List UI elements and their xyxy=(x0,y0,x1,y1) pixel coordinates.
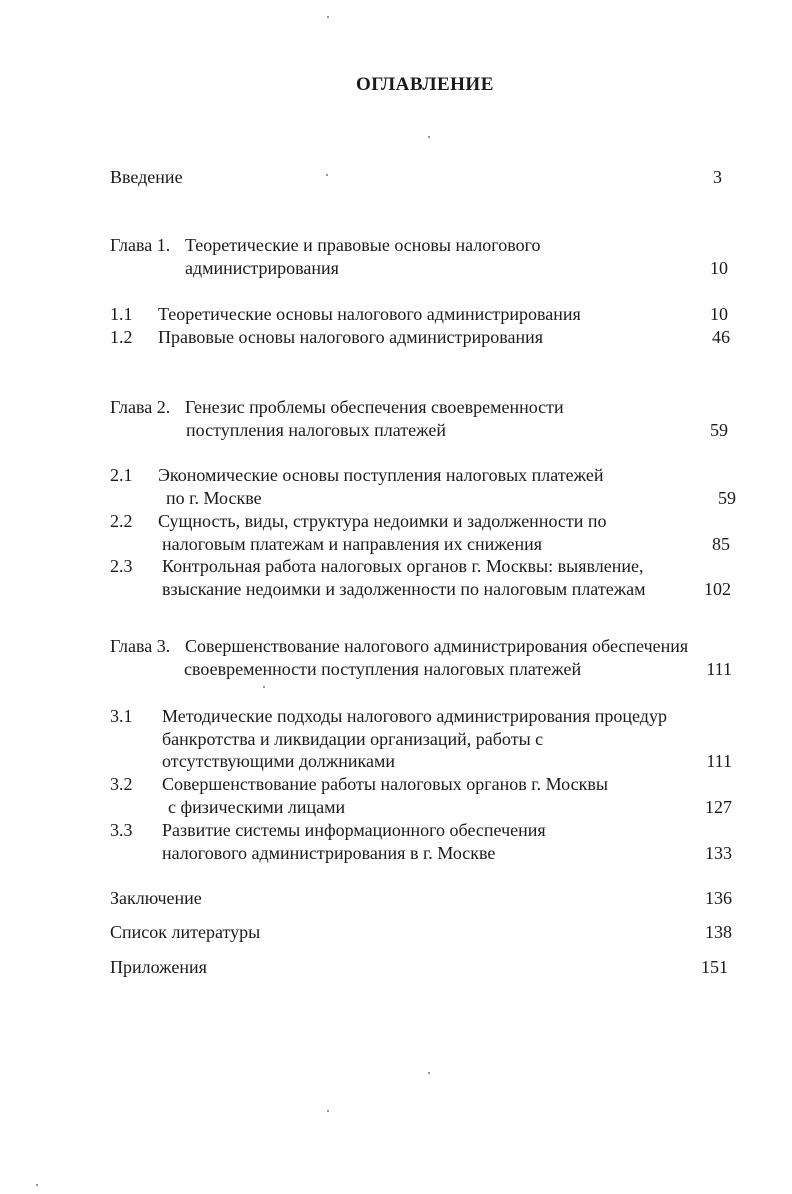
toc-section-num: 3.1 xyxy=(110,706,133,726)
toc-section-title: Совершенствование работы налоговых органов г. Москвы xyxy=(162,774,608,794)
toc-section-page: 10 xyxy=(710,304,728,324)
toc-section-title: Экономические основы поступления налоговых платежей xyxy=(158,465,604,485)
toc-section-num: 2.2 xyxy=(110,511,133,531)
toc-section-title-cont: налоговым платежам и направления их снижения xyxy=(162,534,543,554)
toc-section-title-cont: банкротства и ликвидации организаций, работы с xyxy=(162,729,544,749)
toc-section-num: 1.2 xyxy=(110,327,133,347)
scan-speck xyxy=(428,136,430,138)
toc-conclusion-page: 136 xyxy=(705,888,732,908)
page-title: ОГЛАВЛЕНИЕ xyxy=(356,74,494,95)
toc-section-title: Правовые основы налогового администрирования xyxy=(158,327,544,347)
toc-section-page: 102 xyxy=(704,579,731,599)
toc-appendices-label: Приложения xyxy=(110,957,207,977)
scan-speck xyxy=(36,1184,38,1186)
toc-chapter2-line2: поступления налоговых платежей xyxy=(186,420,446,440)
scan-speck xyxy=(263,686,265,688)
toc-section-num: 1.1 xyxy=(110,304,133,324)
toc-section-title-cont: налогового администрирования в г. Москве xyxy=(162,843,496,863)
toc-section-page: 46 xyxy=(712,327,730,347)
toc-section-num: 2.1 xyxy=(110,465,133,485)
toc-chapter1-line2: администрирования xyxy=(185,258,339,278)
toc-intro-page: 3 xyxy=(713,167,722,187)
scan-speck xyxy=(326,174,328,176)
scan-speck xyxy=(428,1072,430,1074)
toc-chapter1-label: Глава 1. xyxy=(110,235,171,255)
toc-chapter3-line2: своевременности поступления налоговых платежей xyxy=(184,659,582,679)
toc-references-label: Список литературы xyxy=(110,922,261,942)
toc-section-title: Контрольная работа налоговых органов г. Москвы: выявление, xyxy=(162,556,644,576)
toc-intro-label: Введение xyxy=(110,167,183,187)
toc-section-title-cont: взыскание недоимки и задолженности по налоговым платежам xyxy=(162,579,646,599)
toc-section-num: 2.3 xyxy=(110,556,133,576)
toc-section-page: 85 xyxy=(712,534,730,554)
toc-chapter3-line1: Совершенствование налогового администрирования обеспечения xyxy=(185,636,689,656)
toc-chapter2-page: 59 xyxy=(710,420,728,440)
toc-chapter2-line1: Генезис проблемы обеспечения своевременности xyxy=(185,397,564,417)
toc-chapter3-label: Глава 3. xyxy=(110,636,171,656)
toc-section-title: Теоретические основы налогового администрирования xyxy=(158,304,581,324)
toc-chapter3-page: 111 xyxy=(706,659,732,679)
toc-section-page: 133 xyxy=(705,843,732,863)
toc-section-title: Методические подходы налогового администрирования процедур xyxy=(162,706,667,726)
toc-chapter1-page: 10 xyxy=(710,258,728,278)
toc-appendices-page: 151 xyxy=(701,957,728,977)
scan-speck xyxy=(327,16,329,18)
toc-references-page: 138 xyxy=(705,922,732,942)
toc-section-title: Сущность, виды, структура недоимки и задолженности по xyxy=(158,511,607,531)
toc-section-page: 59 xyxy=(718,488,736,508)
toc-section-page: 127 xyxy=(705,797,732,817)
toc-section-title: Развитие системы информационного обеспечения xyxy=(162,820,546,840)
toc-section-page: 111 xyxy=(706,751,732,771)
toc-section-num: 3.3 xyxy=(110,820,133,840)
toc-section-title-cont: с физическими лицами xyxy=(168,797,346,817)
toc-chapter1-line1: Теоретические и правовые основы налогового xyxy=(185,235,541,255)
toc-section-num: 3.2 xyxy=(110,774,133,794)
toc-chapter2-label: Глава 2. xyxy=(110,397,171,417)
scan-speck xyxy=(327,1110,329,1112)
toc-section-title-cont: отсутствующими должниками xyxy=(162,751,395,771)
toc-section-title-cont: по г. Москве xyxy=(166,488,262,508)
toc-conclusion-label: Заключение xyxy=(110,888,202,908)
